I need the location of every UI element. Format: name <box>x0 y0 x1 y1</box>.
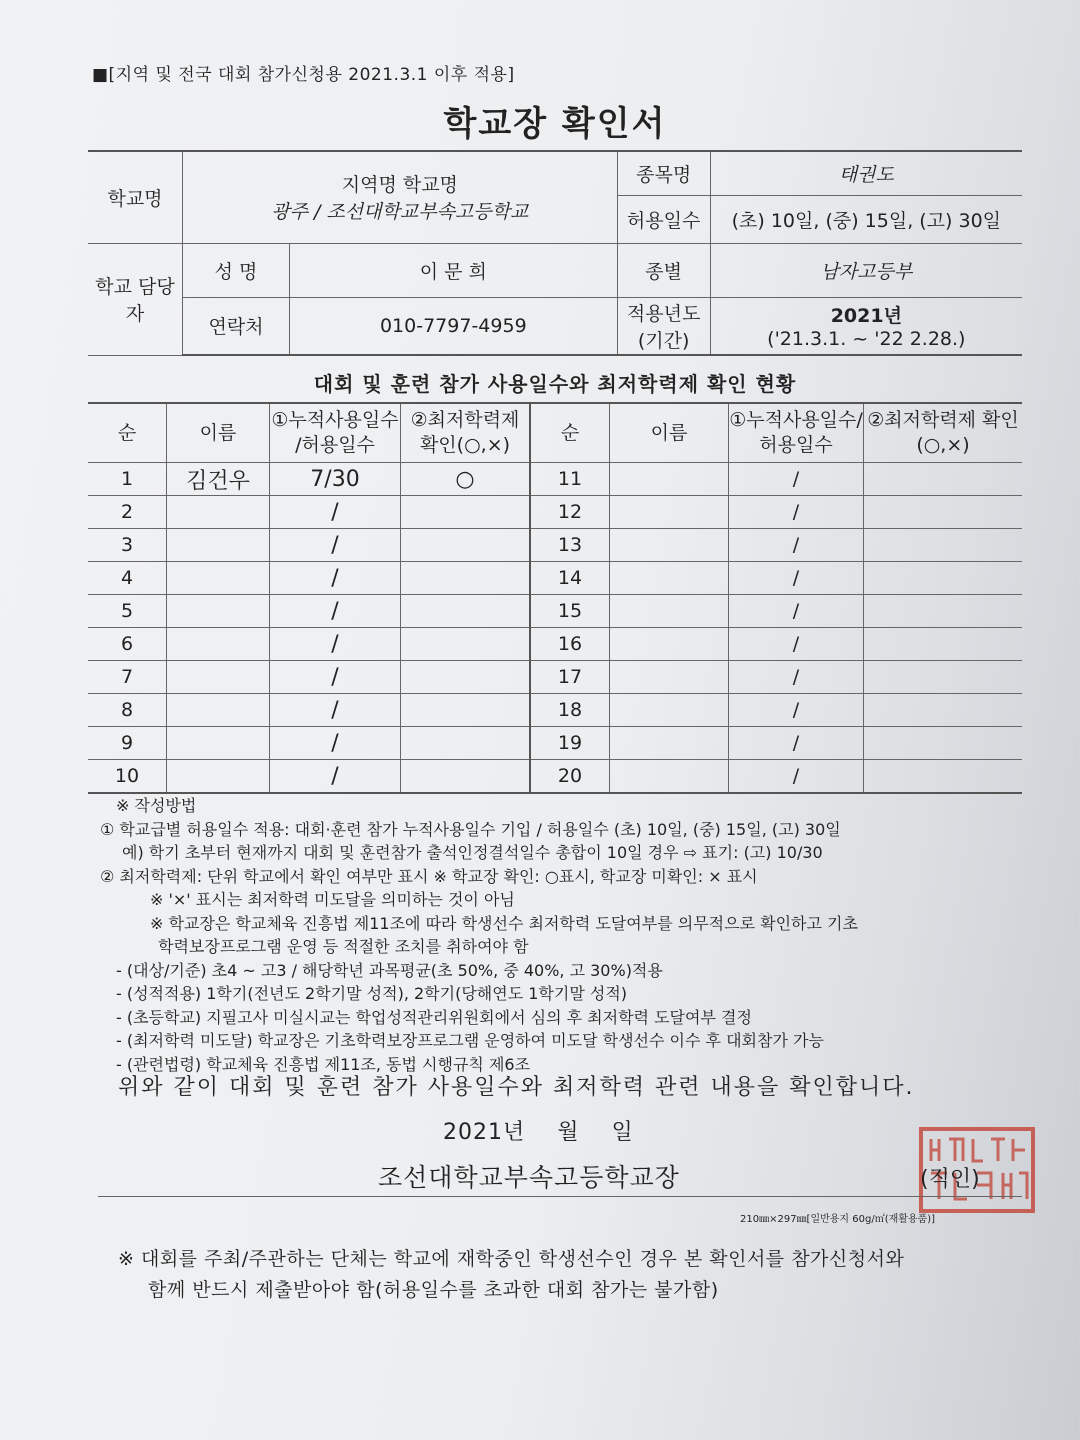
row-no: 8 <box>88 694 167 727</box>
row-days: / <box>729 661 864 694</box>
row-check <box>864 529 1023 562</box>
row-no: 12 <box>530 496 610 529</box>
school-label: 학교명 <box>88 151 183 243</box>
table-row <box>88 760 1022 794</box>
row-check <box>401 727 531 760</box>
row-no: 15 <box>530 595 610 628</box>
row-name <box>610 463 729 496</box>
row-days: / <box>270 628 401 661</box>
row-check <box>864 595 1023 628</box>
row-days: / <box>729 694 864 727</box>
row-name <box>167 661 270 694</box>
date-line: 2021년 월 일 <box>443 1120 634 1145</box>
row-days: / <box>270 496 401 529</box>
row-days: / <box>729 727 864 760</box>
allowed-days-label: 허용일수 <box>617 195 710 243</box>
note-line: - (대상/기준) 초4 ~ 고3 / 해당학년 과목평균(초 50%, 중 40%, 고 30%)적용 <box>116 960 663 980</box>
year-value: 2021년 <box>830 305 902 328</box>
row-days: / <box>729 760 864 794</box>
header-no: 순 <box>530 403 610 463</box>
roster-table <box>88 402 1022 794</box>
note-line: ※ 학교장은 학교체육 진흥법 제11조에 따라 학생선수 최저학력 도달여부를 의무적으로 확인하고 기초 <box>150 913 858 933</box>
row-no: 10 <box>88 760 167 794</box>
row-days: / <box>270 595 401 628</box>
sport-value: 태권도 <box>710 151 1022 195</box>
row-name <box>610 628 729 661</box>
divider <box>98 1196 1022 1197</box>
note-line: ② 최저학력제: 단위 학교에서 확인 여부만 표시 ※ 학교장 확인: ○표시, 학교장 미확인: × 표시 <box>100 866 758 886</box>
principal-title: 조선대학교부속고등학교장 <box>378 1163 680 1192</box>
note-line: - (최저학력 미도달) 학교장은 기초학력보장프로그램 운영하여 미도달 학생선수 이수 후 대회참가 가능 <box>116 1031 824 1050</box>
sport-label: 종목명 <box>617 151 710 195</box>
name-label: 성 명 <box>183 243 290 297</box>
footer-note-line: 함께 반드시 제출받아야 함(허용일수를 초과한 대회 참가는 불가함) <box>148 1279 719 1301</box>
row-check <box>401 595 531 628</box>
row-name <box>610 595 729 628</box>
contact-value: 010-7797-4959 <box>290 297 618 355</box>
row-name <box>167 694 270 727</box>
header-days: ①누적사용일수/ 허용일수 <box>729 403 864 463</box>
table-row <box>88 661 1022 694</box>
row-check <box>401 562 531 595</box>
note-line: - (관련법령) 학교체육 진흥법 제11조, 동법 시행규칙 제6조 <box>116 1054 531 1074</box>
table-row <box>88 463 1022 496</box>
row-days: / <box>729 595 864 628</box>
header-name: 이름 <box>167 403 270 463</box>
row-name <box>167 496 270 529</box>
row-no: 2 <box>88 496 167 529</box>
year-cell <box>710 297 1022 355</box>
contact-label: 연락처 <box>183 297 290 355</box>
row-days: / <box>270 529 401 562</box>
header-check: ②최저학력제 확인(○,×) <box>401 403 531 463</box>
row-no: 3 <box>88 529 167 562</box>
row-days: / <box>729 496 864 529</box>
row-check <box>864 628 1023 661</box>
row-no: 13 <box>530 529 610 562</box>
row-days: / <box>729 562 864 595</box>
row-days: / <box>270 727 401 760</box>
table-row <box>88 496 1022 529</box>
info-table <box>88 150 1022 356</box>
row-no: 18 <box>530 694 610 727</box>
row-days: / <box>729 529 864 562</box>
row-check <box>864 496 1023 529</box>
note-line: 예) 학기 초부터 현재까지 대회 및 훈련참가 출석인정결석일수 총합이 10일 경우 ⇨ 표기: (고) 10/30 <box>122 843 823 862</box>
row-name <box>167 760 270 794</box>
confirm-statement: 위와 같이 대회 및 훈련 참가 사용일수와 최저학력 관련 내용을 확인합니다. <box>118 1075 915 1100</box>
row-no: 7 <box>88 661 167 694</box>
row-check <box>864 463 1023 496</box>
row-name <box>610 562 729 595</box>
table-row <box>88 595 1022 628</box>
header-days: ①누적사용일수 /허용일수 <box>270 403 401 463</box>
row-name <box>610 694 729 727</box>
allowed-days-value: (초) 10일, (중) 15일, (고) 30일 <box>710 195 1022 243</box>
division-value: 남자고등부 <box>710 243 1022 297</box>
note-line: 학력보장프로그램 운영 등 적절한 조치를 취하여야 함 <box>158 937 529 956</box>
table-row <box>88 562 1022 595</box>
row-no: 19 <box>530 727 610 760</box>
year-period: ('21.3.1. ~ '22 2.28.) <box>767 328 966 351</box>
note-line: ※ '×' 표시는 최저학력 미도달을 의미하는 것이 아님 <box>150 890 515 909</box>
row-check <box>864 760 1023 794</box>
table-row <box>88 628 1022 661</box>
row-days: / <box>270 694 401 727</box>
document-title: 학교장 확인서 <box>443 104 667 144</box>
note-heading: ※ 작성방법 <box>116 796 197 815</box>
row-name <box>610 760 729 794</box>
row-no: 5 <box>88 595 167 628</box>
division-label: 종별 <box>617 243 710 297</box>
table-row <box>88 727 1022 760</box>
row-no: 17 <box>530 661 610 694</box>
name-value: 이 문 희 <box>290 243 618 297</box>
row-days: / <box>729 463 864 496</box>
row-no: 16 <box>530 628 610 661</box>
footer-note-line: ※ 대회를 주최/주관하는 단체는 학교에 재학중인 학생선수인 경우 본 확인서를 참가신청서와 <box>118 1248 905 1270</box>
paper-spec-note: 210㎜×297㎜[일반용지 60g/㎡(재활용품)] <box>740 1214 936 1225</box>
row-days: 7/30 <box>270 463 401 496</box>
status-subtitle: 대회 및 훈련 참가 사용일수와 최저학력제 확인 현황 <box>313 372 797 396</box>
header-check: ②최저학력제 확인(○,×) <box>864 403 1023 463</box>
row-no: 14 <box>530 562 610 595</box>
row-check <box>864 562 1023 595</box>
staff-label: 학교 담당자 <box>88 243 183 355</box>
row-days: / <box>729 628 864 661</box>
table-row <box>88 529 1022 562</box>
row-check <box>401 661 531 694</box>
row-no: 9 <box>88 727 167 760</box>
school-sub-label: 지역명 학교명 <box>341 174 458 197</box>
row-check <box>864 727 1023 760</box>
row-name <box>167 727 270 760</box>
row-check <box>401 694 531 727</box>
row-check <box>864 661 1023 694</box>
row-name <box>167 562 270 595</box>
school-cell <box>183 151 618 243</box>
row-name: 김건우 <box>167 463 270 496</box>
row-no: 20 <box>530 760 610 794</box>
row-days: / <box>270 661 401 694</box>
row-check <box>864 694 1023 727</box>
note-line: - (성적적용) 1학기(전년도 2학기말 성적), 2학기(당해연도 1학기말 성적) <box>116 984 628 1003</box>
note-line: - (초등학교) 지필고사 미실시교는 학업성적관리위원회에서 심의 후 최저학력 도달여부 결정 <box>116 1007 752 1027</box>
row-check <box>401 628 531 661</box>
table-row <box>88 694 1022 727</box>
row-check <box>401 496 531 529</box>
row-check <box>401 760 531 794</box>
row-no: 4 <box>88 562 167 595</box>
row-name <box>610 727 729 760</box>
note-line: ① 학교급별 허용일수 적용: 대회·훈련 참가 누적사용일수 기입 / 허용일수 (초) 10일, (중) 15일, (고) 30일 <box>100 819 841 839</box>
school-value: 광주 / 조선대학교부속고등학교 <box>271 201 529 224</box>
row-days: / <box>270 562 401 595</box>
row-no: 6 <box>88 628 167 661</box>
row-name <box>610 529 729 562</box>
year-label: 적용년도 (기간) <box>617 297 710 355</box>
footer-note <box>118 1244 904 1306</box>
row-no: 11 <box>530 463 610 496</box>
header-note: ■[지역 및 전국 대회 참가신청용 2021.3.1 이후 적용] <box>92 65 515 85</box>
row-check: ○ <box>401 463 531 496</box>
seal-label: (직인) <box>920 1167 980 1192</box>
row-name <box>167 628 270 661</box>
header-no: 순 <box>88 403 167 463</box>
writing-instructions <box>100 794 1020 1076</box>
row-name <box>610 661 729 694</box>
row-name <box>167 595 270 628</box>
row-name <box>610 496 729 529</box>
row-check <box>401 529 531 562</box>
row-days: / <box>270 760 401 794</box>
header-name: 이름 <box>610 403 729 463</box>
row-name <box>167 529 270 562</box>
row-no: 1 <box>88 463 167 496</box>
